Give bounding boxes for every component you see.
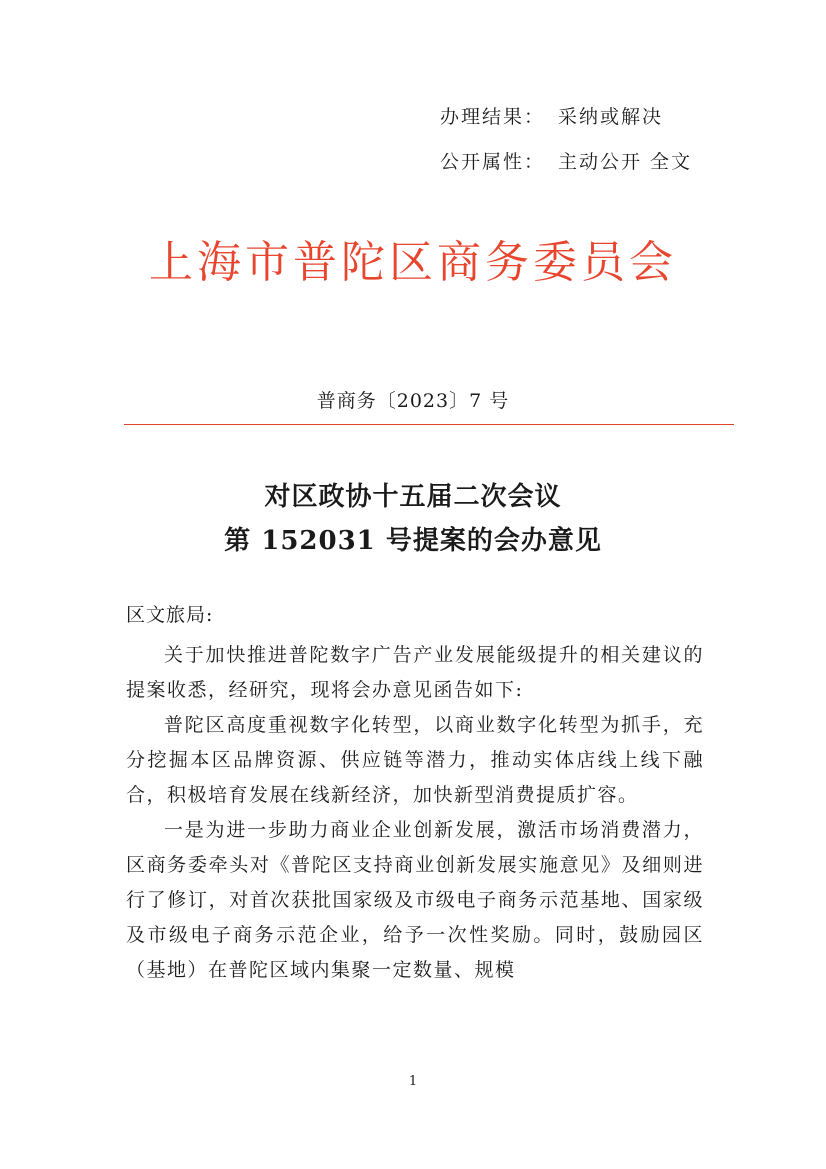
disclosure-row	[440, 147, 692, 174]
body-paragraph: 关于加快推进普陀数字广告产业发展能级提升的相关建议的提案收悉，经研究，现将会办意见函告如下:	[126, 644, 704, 701]
handling-result-value: 采纳或解决	[558, 106, 664, 128]
disclosure-label: 公开属性：	[440, 151, 546, 173]
document-number: 普商务〔2023〕7 号	[316, 390, 510, 412]
disclosure-value: 主动公开 全文	[558, 151, 693, 173]
agency-header: 上海市普陀区商务委员会	[149, 237, 677, 288]
document-title-line2: 第 152031 号提案的会办意见	[224, 526, 602, 556]
page-number: 1	[408, 1074, 418, 1089]
body-paragraph: 普陀区高度重视数字化转型，以商业数字化转型为抓手，充分挖掘本区品牌资源、供应链等潜力，推动实体店线上线下融合，积极培育发展在线新经济，加快新型消费提质扩容。	[126, 714, 704, 806]
header-divider	[124, 424, 734, 425]
handling-result-row	[440, 102, 663, 129]
handling-result-label: 办理结果：	[440, 106, 546, 128]
body-paragraph: 一是为进一步助力商业企业创新发展，激活市场消费潜力，区商务委牵头对《普陀区支持商业创新发展实施意见》及细则进行了修订，对首次获批国家级及市级电子商务示范基地、国家级及市级电子商务示范企业，给予一次性奖励。同时，鼓励园区（基地）在普陀区域内集聚一定数量、规模	[126, 819, 704, 981]
document-title-line1: 对区政协十五届二次会议	[264, 482, 562, 512]
body-text	[126, 638, 704, 988]
addressee: 区文旅局:	[126, 604, 214, 626]
